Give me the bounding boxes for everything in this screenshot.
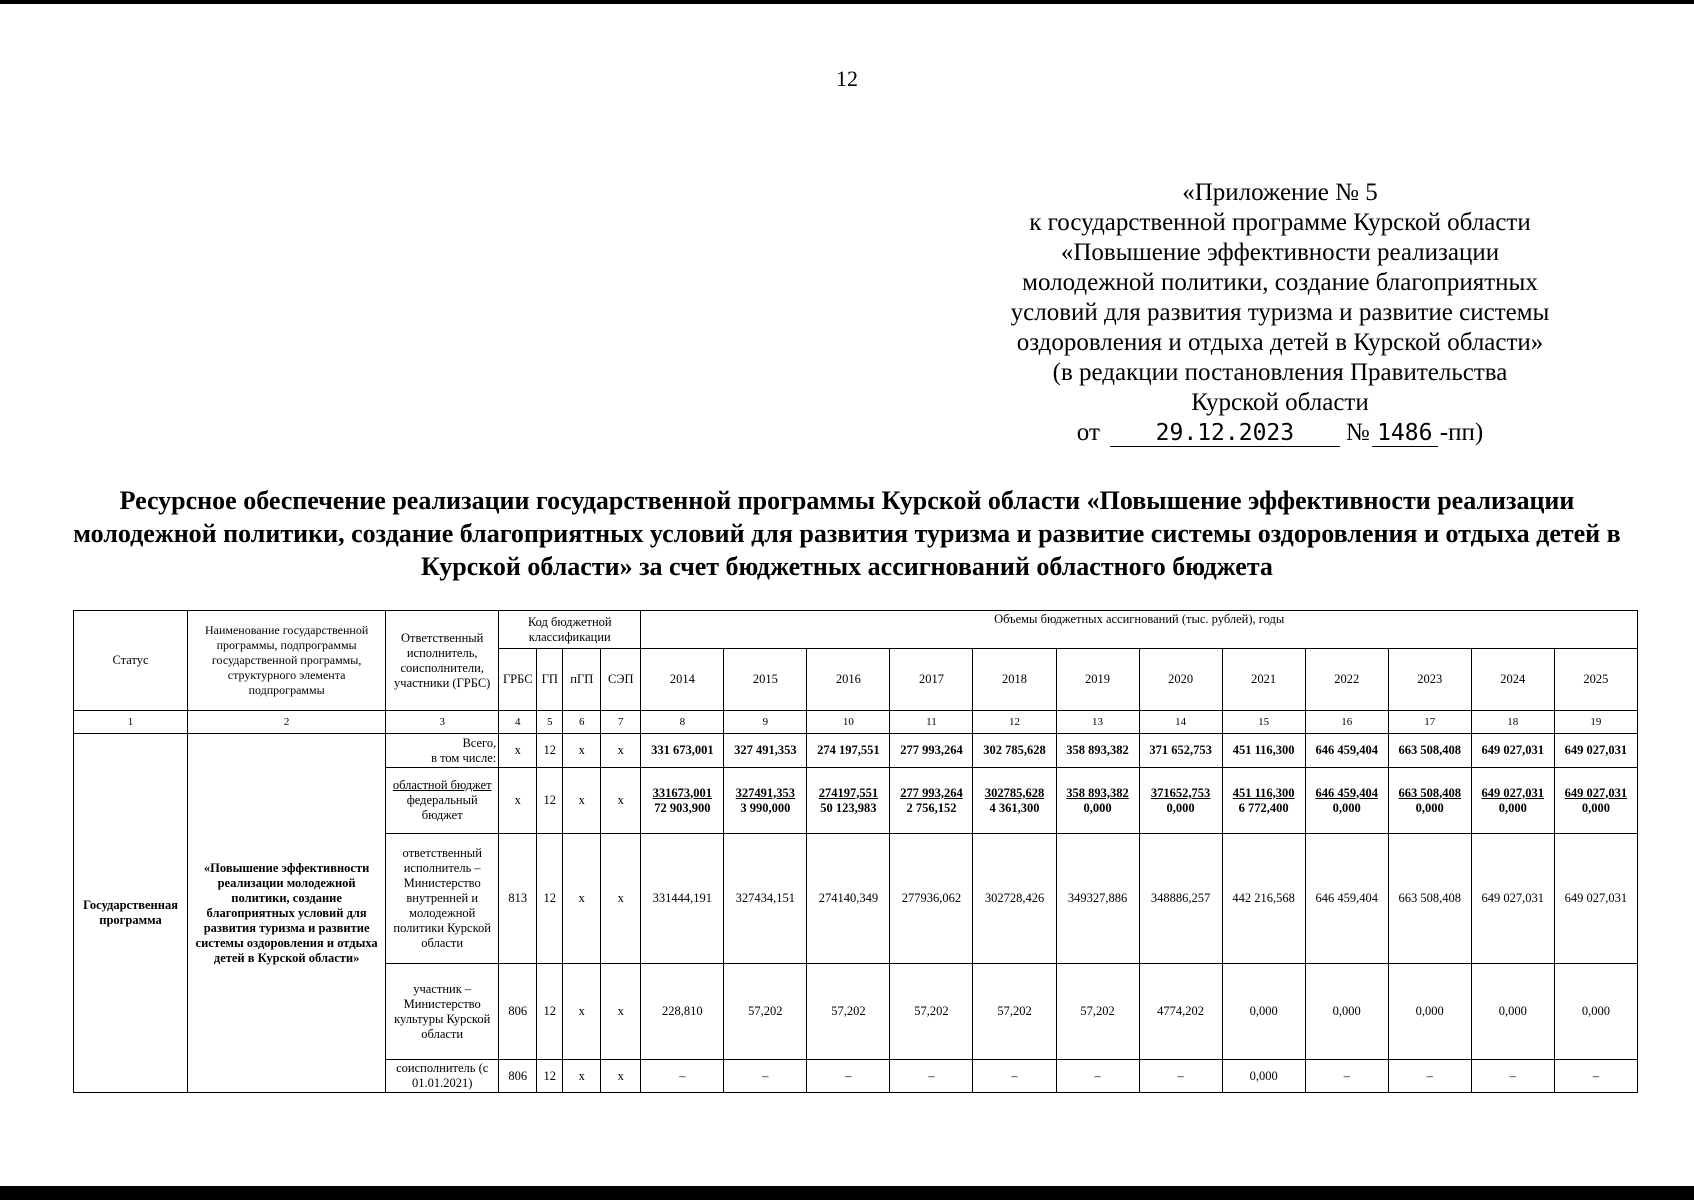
value-cell: 371652,753 0,000 bbox=[1139, 768, 1222, 834]
value-cell: 228,810 bbox=[641, 964, 724, 1060]
appendix-line: условий для развития туризма и развитие системы bbox=[1010, 299, 1550, 326]
value-cell: – bbox=[890, 1060, 973, 1093]
appendix-block bbox=[960, 178, 1600, 448]
header-year: 2016 bbox=[807, 649, 890, 711]
resolution-number: 1486 bbox=[1372, 420, 1438, 447]
value-cell: 331673,001 72 903,900 bbox=[641, 768, 724, 834]
value-cell: 0,000 bbox=[1388, 964, 1471, 1060]
value-cell: 57,202 bbox=[973, 964, 1056, 1060]
column-number: 13 bbox=[1056, 711, 1139, 734]
row-label: ответственный исполнитель – Министерство внутренней и молодежной политики Курской области bbox=[386, 834, 499, 964]
value-cell: 302 785,628 bbox=[973, 734, 1056, 768]
code-cell: х bbox=[499, 734, 537, 768]
value-cell: 442 216,568 bbox=[1222, 834, 1305, 964]
header-year: 2015 bbox=[724, 649, 807, 711]
column-number: 16 bbox=[1305, 711, 1388, 734]
header-year: 2014 bbox=[641, 649, 724, 711]
value-cell: 0,000 bbox=[1222, 1060, 1305, 1093]
header-year: 2017 bbox=[890, 649, 973, 711]
header-code: пГП bbox=[563, 649, 601, 711]
code-cell: х bbox=[601, 734, 641, 768]
value-cell: 646 459,404 bbox=[1305, 834, 1388, 964]
table-row-total bbox=[74, 734, 1638, 768]
value-cell: – bbox=[1139, 1060, 1222, 1093]
code-cell: 12 bbox=[537, 1060, 563, 1093]
number-label: № bbox=[1345, 419, 1370, 446]
header-code: СЭП bbox=[601, 649, 641, 711]
appendix-line: Курской области bbox=[1191, 389, 1369, 416]
code-cell: х bbox=[563, 768, 601, 834]
column-number: 12 bbox=[973, 711, 1056, 734]
code-cell: х bbox=[499, 768, 537, 834]
header-volumes-group: Объемы бюджетных ассигнований (тыс. рублей), годы bbox=[641, 611, 1638, 649]
value-cell: 646 459,404 0,000 bbox=[1305, 768, 1388, 834]
code-cell: х bbox=[563, 1060, 601, 1093]
column-number: 8 bbox=[641, 711, 724, 734]
value-cell: 358 893,382 0,000 bbox=[1056, 768, 1139, 834]
document-title: Ресурсное обеспечение реализации государственной программы Курской области «Повышение эффективности реализации молодежной политики, создание благоприятных условий для развития туризма и развитие системы оздоровления и отдыха детей в Курской области» за счет бюджетных ассигнований областного бюджета bbox=[73, 486, 1621, 581]
row-label: областной бюджет федеральный бюджет bbox=[386, 768, 499, 834]
value-cell: – bbox=[641, 1060, 724, 1093]
column-number: 18 bbox=[1471, 711, 1554, 734]
code-cell: 12 bbox=[537, 964, 563, 1060]
value-cell: 0,000 bbox=[1222, 964, 1305, 1060]
number-suffix: -пп) bbox=[1439, 419, 1484, 446]
value-cell: – bbox=[724, 1060, 807, 1093]
code-cell: 12 bbox=[537, 768, 563, 834]
value-cell: 349327,886 bbox=[1056, 834, 1139, 964]
resource-table bbox=[73, 610, 1638, 1093]
value-cell: 277 993,264 bbox=[890, 734, 973, 768]
value-cell: 0,000 bbox=[1471, 964, 1554, 1060]
status-cell: Государственная программа bbox=[74, 734, 188, 1093]
value-cell: 57,202 bbox=[724, 964, 807, 1060]
code-cell: 12 bbox=[537, 834, 563, 964]
header-executor: Ответственный исполнитель, соисполнители, участники (ГРБС) bbox=[386, 611, 499, 711]
value-cell: 277 993,264 2 756,152 bbox=[890, 768, 973, 834]
column-number: 17 bbox=[1388, 711, 1471, 734]
code-cell: 12 bbox=[537, 734, 563, 768]
column-number: 11 bbox=[890, 711, 973, 734]
header-year: 2023 bbox=[1388, 649, 1471, 711]
code-cell: х bbox=[563, 964, 601, 1060]
value-cell: – bbox=[1305, 1060, 1388, 1093]
value-cell: 274140,349 bbox=[807, 834, 890, 964]
code-cell: х bbox=[563, 734, 601, 768]
header-name: Наименование государственной программы, подпрограммы государственной программы, структурного элемента подпрограммы bbox=[188, 611, 386, 711]
value-cell: – bbox=[807, 1060, 890, 1093]
program-name-cell: «Повышение эффективности реализации молодежной политики, создание благоприятных условий для развития туризма и развитие системы оздоровления и отдыха детей в Курской области» bbox=[188, 734, 386, 1093]
appendix-line: оздоровления и отдыха детей в Курской области» bbox=[1016, 329, 1544, 356]
code-cell: 813 bbox=[499, 834, 537, 964]
value-cell: – bbox=[1554, 1060, 1637, 1093]
column-number: 4 bbox=[499, 711, 537, 734]
scan-bottom-edge bbox=[0, 1186, 1694, 1200]
appendix-line: (в редакции постановления Правительства bbox=[1052, 359, 1508, 386]
value-cell: 649 027,031 bbox=[1471, 834, 1554, 964]
value-cell: 649 027,031 0,000 bbox=[1471, 768, 1554, 834]
row-label: участник – Министерство культуры Курской области bbox=[386, 964, 499, 1060]
column-number-row bbox=[74, 711, 1638, 734]
header-code: ГП bbox=[537, 649, 563, 711]
code-cell: х bbox=[601, 768, 641, 834]
value-cell: 57,202 bbox=[807, 964, 890, 1060]
value-cell: 649 027,031 0,000 bbox=[1554, 768, 1637, 834]
value-cell: 327491,353 3 990,000 bbox=[724, 768, 807, 834]
value-cell: 663 508,408 0,000 bbox=[1388, 768, 1471, 834]
value-cell: 277936,062 bbox=[890, 834, 973, 964]
value-cell: 646 459,404 bbox=[1305, 734, 1388, 768]
value-cell: 327434,151 bbox=[724, 834, 807, 964]
value-cell: 649 027,031 bbox=[1471, 734, 1554, 768]
header-year: 2024 bbox=[1471, 649, 1554, 711]
value-cell: 649 027,031 bbox=[1554, 734, 1637, 768]
appendix-line: молодежной политики, создание благоприятных bbox=[1022, 269, 1538, 296]
column-number: 15 bbox=[1222, 711, 1305, 734]
header-year: 2022 bbox=[1305, 649, 1388, 711]
value-cell: 57,202 bbox=[1056, 964, 1139, 1060]
header-year: 2020 bbox=[1139, 649, 1222, 711]
code-cell: 806 bbox=[499, 1060, 537, 1093]
value-cell: 451 116,300 6 772,400 bbox=[1222, 768, 1305, 834]
column-number: 3 bbox=[386, 711, 499, 734]
value-cell: 331444,191 bbox=[641, 834, 724, 964]
value-cell: 0,000 bbox=[1554, 964, 1637, 1060]
scan-top-edge bbox=[0, 0, 1694, 4]
page-number: 12 bbox=[836, 66, 858, 91]
column-number: 9 bbox=[724, 711, 807, 734]
header-year: 2019 bbox=[1056, 649, 1139, 711]
value-cell: 331 673,001 bbox=[641, 734, 724, 768]
value-cell: 302728,426 bbox=[973, 834, 1056, 964]
header-status: Статус bbox=[74, 611, 188, 711]
value-cell: 57,202 bbox=[890, 964, 973, 1060]
header-code-group: Код бюджетной классификации bbox=[499, 611, 641, 649]
header-year: 2021 bbox=[1222, 649, 1305, 711]
column-number: 5 bbox=[537, 711, 563, 734]
column-number: 1 bbox=[74, 711, 188, 734]
column-number: 19 bbox=[1554, 711, 1637, 734]
appendix-line: к государственной программе Курской области bbox=[1029, 209, 1531, 236]
value-cell: 348886,257 bbox=[1139, 834, 1222, 964]
value-cell: 274 197,551 bbox=[807, 734, 890, 768]
from-label: от bbox=[1076, 419, 1100, 446]
value-cell: 274197,551 50 123,983 bbox=[807, 768, 890, 834]
appendix-line: «Приложение № 5 bbox=[1182, 179, 1378, 206]
header-row bbox=[74, 611, 1638, 649]
column-number: 7 bbox=[601, 711, 641, 734]
value-cell: 663 508,408 bbox=[1388, 734, 1471, 768]
appendix-line: «Повышение эффективности реализации bbox=[1060, 239, 1500, 266]
value-cell: – bbox=[973, 1060, 1056, 1093]
row-label: соисполнитель (с 01.01.2021) bbox=[386, 1060, 499, 1093]
row-label: Всего, в том числе: bbox=[386, 734, 499, 768]
value-cell: 358 893,382 bbox=[1056, 734, 1139, 768]
code-cell: х bbox=[601, 1060, 641, 1093]
column-number: 10 bbox=[807, 711, 890, 734]
value-cell: – bbox=[1056, 1060, 1139, 1093]
column-number: 2 bbox=[188, 711, 386, 734]
code-cell: х bbox=[601, 834, 641, 964]
value-cell: – bbox=[1471, 1060, 1554, 1093]
value-cell: 327 491,353 bbox=[724, 734, 807, 768]
value-cell: 371 652,753 bbox=[1139, 734, 1222, 768]
header-code: ГРБС bbox=[499, 649, 537, 711]
value-cell: 663 508,408 bbox=[1388, 834, 1471, 964]
column-number: 14 bbox=[1139, 711, 1222, 734]
value-cell: 451 116,300 bbox=[1222, 734, 1305, 768]
header-year: 2025 bbox=[1554, 649, 1637, 711]
resolution-date-line bbox=[960, 418, 1600, 448]
code-cell: х bbox=[601, 964, 641, 1060]
code-cell: х bbox=[563, 834, 601, 964]
resolution-date: 29.12.2023 bbox=[1110, 420, 1340, 447]
column-number: 6 bbox=[563, 711, 601, 734]
value-cell: 4774,202 bbox=[1139, 964, 1222, 1060]
header-year: 2018 bbox=[973, 649, 1056, 711]
code-cell: 806 bbox=[499, 964, 537, 1060]
value-cell: – bbox=[1388, 1060, 1471, 1093]
value-cell: 649 027,031 bbox=[1554, 834, 1637, 964]
value-cell: 302785,628 4 361,300 bbox=[973, 768, 1056, 834]
value-cell: 0,000 bbox=[1305, 964, 1388, 1060]
